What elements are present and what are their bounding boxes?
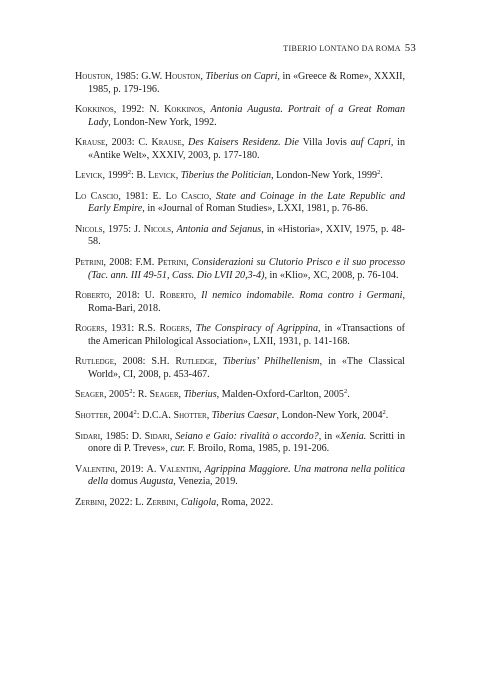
citation-tag: Lo Cascio, 1981: <box>75 190 149 202</box>
author-name: E. Lo Cascio <box>152 190 209 202</box>
page-number: 53 <box>404 43 416 54</box>
citation-text: , in «The Classical World», CI, 2008, p. 453-467. <box>88 356 405 380</box>
author-name: A. Valentini <box>146 463 200 475</box>
citation-tag: Nicols, 1975: <box>75 223 132 235</box>
citation-text: . <box>347 389 350 401</box>
citation-tag: Seager, 2005 <box>75 389 130 401</box>
author-name: R.S. Rogers <box>138 323 190 335</box>
citation-text: , London-New York, 1999 <box>271 170 378 182</box>
edition-superscript: 2 <box>343 388 348 396</box>
citation-tag: Zerbini, 2022: <box>75 496 133 508</box>
edition-superscript: 2 <box>133 409 137 417</box>
title-italic: Des Kaisers Residenz. Die <box>188 137 299 149</box>
citation-text: , <box>202 104 211 116</box>
citation-tag: Krause, 2003: <box>75 137 135 149</box>
citation-tag: Petrini, 2008: <box>75 257 133 269</box>
citation-text: , <box>199 463 205 475</box>
bibliography-entry <box>75 464 405 489</box>
author-name: S.H. Rutledge <box>151 356 215 368</box>
title-italic: Tiberius <box>183 389 217 401</box>
citation-text: , in « <box>318 430 341 442</box>
bibliography-entry <box>75 137 405 162</box>
author-name: D.C.A. Shotter <box>142 410 207 422</box>
citation-text: domus <box>108 476 141 488</box>
title-italic: Antonia and Sejanus <box>176 223 262 235</box>
citation-tag: Rogers, 1931: <box>75 323 135 335</box>
bibliography-entry <box>75 290 405 315</box>
author-name: F.M. Petrini <box>135 257 187 269</box>
edition-superscript: 2 <box>382 409 386 417</box>
edition-superscript: 2 <box>377 169 381 177</box>
citation-text: , <box>169 430 176 442</box>
citation-tag: Sidari, 1985: <box>75 430 129 442</box>
citation-text: , <box>181 137 189 149</box>
title-italic: Il nemico indomabile. Roma contro i Germani <box>201 290 403 302</box>
author-name: C. Krause <box>138 137 182 149</box>
bibliography-entry <box>75 323 405 348</box>
citation-text: , <box>175 496 181 508</box>
author-name: L. Zerbini <box>135 496 176 508</box>
citation-tag-colon: : <box>132 389 136 401</box>
author-name: J. Nicols <box>134 223 172 235</box>
edition-superscript: 2 <box>129 388 133 396</box>
author-name: U. Roberto <box>144 290 194 302</box>
title-italic: Tiberius the Politician <box>180 170 272 182</box>
citation-tag: Roberto, 2018: <box>75 290 140 302</box>
citation-text: Villa Jovis <box>298 137 351 149</box>
title-italic: Tiberius Caesar <box>211 410 277 422</box>
citation-text: , Malden-Oxford-Carlton, 2005 <box>216 389 344 401</box>
running-title: TIBERIO LONTANO DA ROMA <box>283 44 401 53</box>
title-italic: State and Coinage in the Late Republic and Early Empire <box>88 190 405 215</box>
title-italic: Tiberius’ Philhellenism <box>222 356 320 368</box>
citation-tag: Houston, 1985: <box>75 71 139 82</box>
bibliography-entry <box>75 104 405 129</box>
title-italic: cur. <box>170 443 186 455</box>
author-name: G.W. Houston <box>141 71 201 82</box>
citation-text: , Roma-Bari, 2018. <box>88 290 405 314</box>
citation-text: , <box>200 71 206 82</box>
author-name: N. Kokkinos <box>149 104 203 116</box>
title-italic: Antonia Augusta. Portrait of a Great Roman Lady <box>88 104 406 128</box>
citation-text: F. Broilo, Roma, 1985, p. 191-206. <box>185 443 330 455</box>
citation-text: , <box>186 257 192 269</box>
running-head <box>283 43 416 54</box>
citation-text: , <box>175 170 181 182</box>
citation-text: . <box>380 170 383 182</box>
title-italic: auf Capri <box>350 137 391 149</box>
bibliography-entry <box>75 431 405 456</box>
bibliography-entry <box>75 389 405 402</box>
citation-tag: Rutledge, 2008: <box>75 356 146 368</box>
citation-text: , Venezia, 2019. <box>173 476 238 488</box>
title-italic: Augusta <box>140 476 174 488</box>
citation-tag-colon: : <box>136 410 140 422</box>
bibliography-entry <box>75 257 405 282</box>
citation-text: , in «Klio», XC, 2008, p. 76-104. <box>264 269 399 281</box>
bibliography-entry <box>75 410 405 423</box>
bibliography-list <box>75 71 405 517</box>
title-italic: Agrippina Maggiore. Una matrona nella politica della <box>88 463 406 488</box>
citation-text: , <box>206 410 212 422</box>
citation-text: , London-New York, 1992. <box>108 116 217 128</box>
title-italic: Tiberius on Capri <box>205 71 278 82</box>
citation-text: , <box>214 356 223 368</box>
citation-text: , in «Greece & Rome», XXXII, 1985, p. 179-196. <box>88 71 406 95</box>
citation-tag: Shotter, 2004 <box>75 410 134 422</box>
citation-text: , in «Journal of Roman Studies», LXXI, 1981, p. 76-86. <box>142 203 368 215</box>
citation-text: . <box>385 410 389 422</box>
bibliography-entry <box>75 170 405 183</box>
citation-text: , in «Transactions of the American Philological Association», LXII, 1931, p. 141-168. <box>88 323 405 347</box>
citation-text: , <box>189 323 196 335</box>
author-name: D. Sidari <box>131 430 170 442</box>
citation-text: , <box>171 223 177 235</box>
citation-text: , <box>178 389 184 401</box>
bibliography-entry <box>75 191 405 216</box>
bibliography-entry <box>75 71 405 96</box>
bibliography-entry <box>75 356 405 381</box>
citation-tag-colon: : <box>131 170 134 182</box>
citation-tag: Kokkinos, 1992: <box>75 104 145 116</box>
citation-text: , <box>193 290 202 302</box>
citation-text: , in «Antike Welt», XXXIV, 2003, p. 177-180. <box>88 137 406 161</box>
citation-tag: Levick, 1999 <box>75 170 128 182</box>
title-italic: The Conspiracy of Agrippina <box>195 323 318 335</box>
citation-text: , Roma, 2022. <box>216 496 274 508</box>
title-italic: Considerazioni su Clutorio Prisco e il suo processo (Tac. ann. III 49-51, Cass. Dio LVII 20,3-4) <box>88 257 405 281</box>
citation-text: , in «Historia», XXIV, 1975, p. 48-58. <box>88 223 406 248</box>
bibliography-entry <box>75 497 405 510</box>
author-name: B. Levick <box>136 170 176 182</box>
bibliography-entry <box>75 224 405 249</box>
citation-text: , London-New York, 2004 <box>276 410 383 422</box>
title-italic: Caligola <box>180 496 217 508</box>
title-italic: Seiano e Gaio: rivalità o accordo? <box>175 430 319 442</box>
citation-text: Scritti in onore di P. Treves», <box>88 430 406 455</box>
author-name: R. Seager <box>137 389 179 401</box>
citation-tag: Valentini, 2019: <box>75 463 144 475</box>
citation-text: , <box>208 190 216 202</box>
title-italic: Xenia. <box>340 430 367 442</box>
edition-superscript: 2 <box>127 169 132 177</box>
